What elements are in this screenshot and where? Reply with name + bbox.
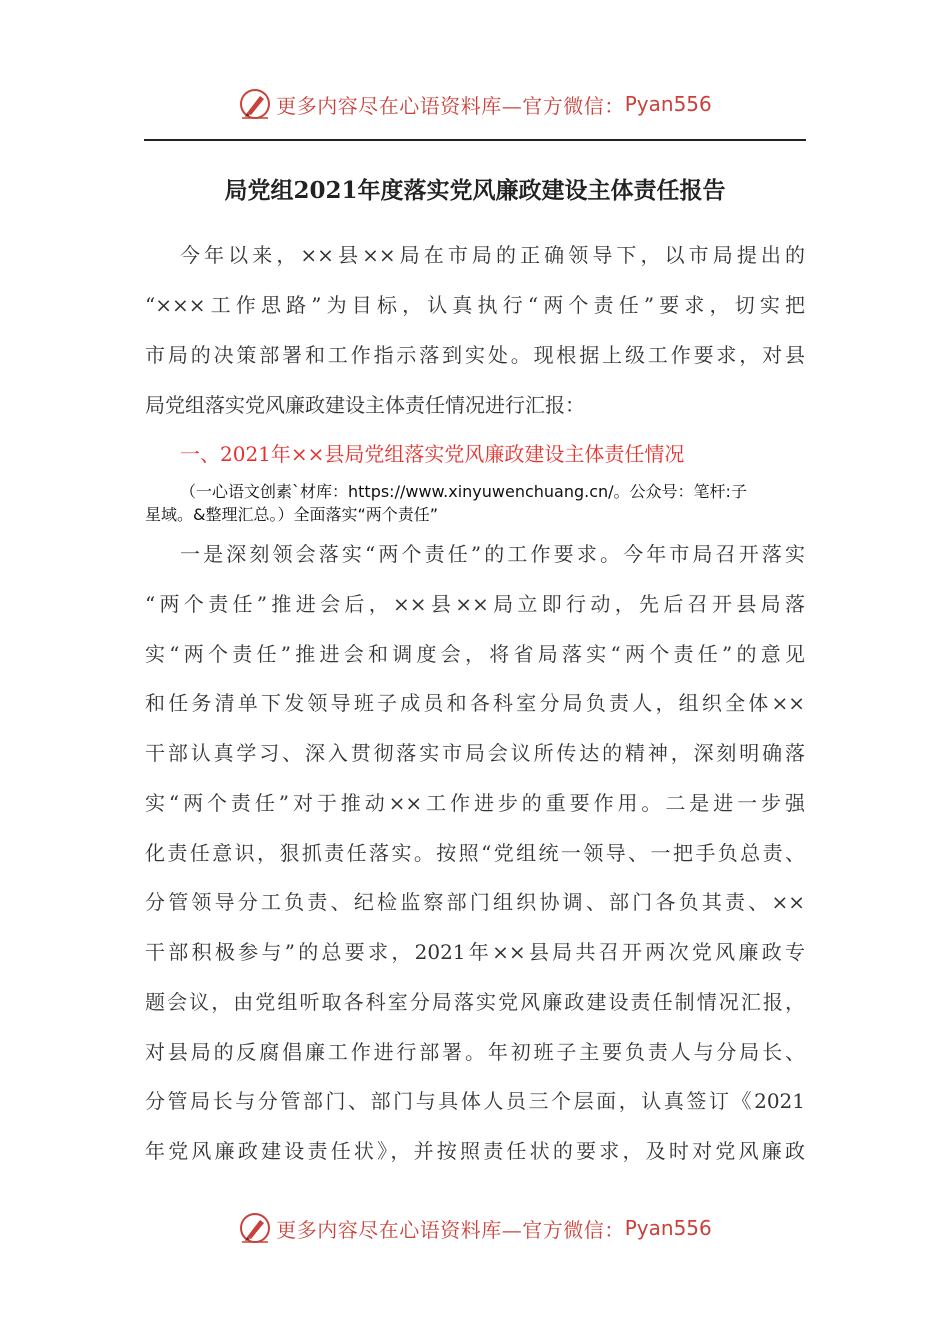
paragraph-line: 今年以来，××县××局在市局的正确领导下，以市局提出的 [180,243,805,267]
paragraph-line: 分管局长与分管部门、部门与具体人员三个层面，认真签订《2021 [145,1089,805,1113]
paragraph-line: 和任务清单下发领导班子成员和各科室分局负责人，组织全体×× [145,691,805,715]
paragraph-line: 题会议，由党组听取各科室分局落实党风廉政建设责任制情况汇报， [145,990,805,1014]
paragraph-line: 干部积极参与”的总要求，2021年××县局共召开两次党风廉政专 [145,940,805,964]
pen-logo-icon [238,87,272,121]
document-title: 局党组2021年度落实党风廉政建设主体责任报告 [224,177,726,204]
banner-text: 更多内容尽在心语资料库—官方微信： [276,1217,625,1242]
paragraph-line: 分管领导分工负责、纪检监察部门组织协调、部门各负其责、×× [145,890,805,914]
paragraph-line: 化责任意识，狠抓责任落实。按照“党组统一领导、一把手负总责、 [145,841,805,865]
paragraph-line: “×××工作思路”为目标，认真执行“两个责任”要求，切实把 [145,293,805,317]
paragraph-line: “两个责任”推进会后，××县××局立即行动，先后召开县局落 [145,592,805,616]
header-banner [0,84,950,124]
banner-wechat-id: Pyan556 [624,92,712,116]
banner-text: 更多内容尽在心语资料库—官方微信： [276,93,625,118]
paragraph-line: 实“两个责任”推进会和调度会，将省局落实“两个责任”的意见 [145,642,805,666]
paragraph-line: 干部认真学习、深入贯彻落实市局会议所传达的精神，深刻明确落 [145,741,805,765]
footer-banner [0,1208,950,1248]
paragraph-line: 对县局的反腐倡廉工作进行部署。年初班子主要负责人与分局长、 [145,1040,805,1064]
pen-logo-icon [238,1211,272,1245]
paragraph-line: 一是深刻领会落实“两个责任”的工作要求。今年市局召开落实 [180,542,805,566]
paragraph-line: 局党组落实党风廉政建设主体责任情况进行汇报： [145,393,585,417]
source-note-line: 星域。&整理汇总。）全面落实“两个责任” [145,505,439,524]
paragraph-line: 市局的决策部署和工作指示落到实处。现根据上级工作要求，对县 [145,343,805,367]
paragraph-line: 年党风廉政建设责任状》，并按照责任状的要求，及时对党风廉政 [145,1139,805,1163]
header-divider [144,139,806,141]
section-heading: 一、2021年××县局党组落实党风廉政建设主体责任情况 [180,442,685,466]
paragraph-line: 实“两个责任”对于推动××工作进步的重要作用。二是进一步强 [145,791,805,815]
source-note-line: （一心语文创素`材库：https://www.xinyuwenchuang.cn/。公众号：笔杆:子 [180,482,747,501]
banner-wechat-id: Pyan556 [624,1216,712,1240]
